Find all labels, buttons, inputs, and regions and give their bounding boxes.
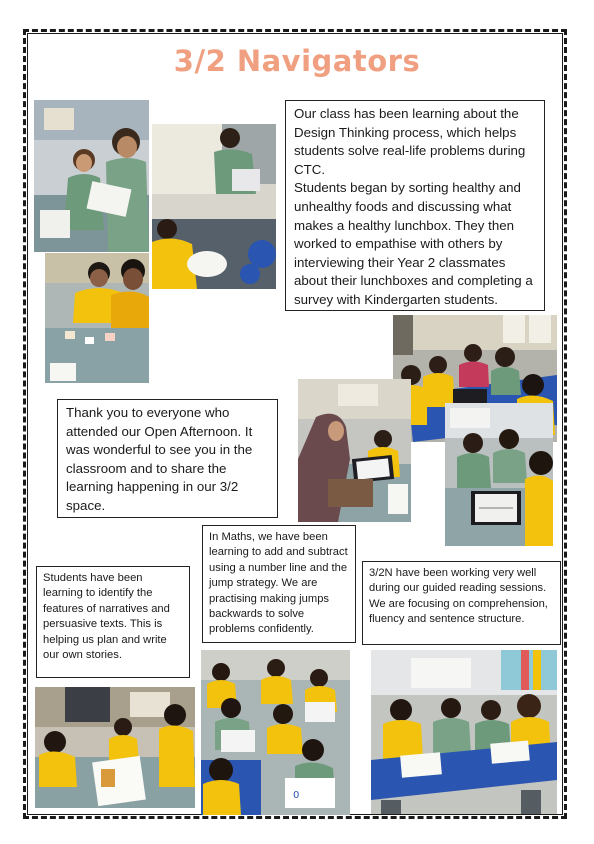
design-thinking-textbox: Our class has been learning about the Design Thinking process, which helps students solve real-life problems during CTC. Students began by sorting healthy and unhealthy foods and discussing what makes a healthy lunchbox. They then worked to empathise with others by interviewing their Year 2 classmates about their lunchboxes and completing a survey with Kindergarten students.	[285, 100, 545, 311]
narratives-textbox: Students have been learning to identify the features of narratives and persuasive texts. This is helping us plan and write our own stories.	[36, 566, 190, 678]
photo-boys-sorting-cards	[45, 253, 149, 383]
svg-text:0: 0	[293, 790, 300, 801]
page-title: 3/2 Navigators	[173, 44, 421, 78]
open-afternoon-textbox: Thank you to everyone who attended our Open Afternoon. It was wonderful to see you in the classroom and to share the learning happening in our 3/2 space.	[57, 399, 278, 518]
guided-reading-textbox: 3/2N have been working very well during our guided reading sessions. We are focusing on comprehension, fluency and sentence structure.	[362, 561, 561, 645]
maths-textbox: In Maths, we have been learning to add and subtract using a number line and the jump strategy. We are practising making jumps backwards to solve problems confidently.	[202, 525, 356, 643]
photo-students-number-line	[201, 650, 350, 815]
photo-guided-reading-group	[371, 650, 557, 814]
photo-girls-with-survey	[34, 100, 149, 252]
photo-parent-with-student	[298, 379, 411, 522]
photo-boy-at-table	[152, 124, 276, 289]
photo-students-writing-stories	[35, 687, 195, 808]
photo-girls-with-tablet	[445, 403, 553, 546]
